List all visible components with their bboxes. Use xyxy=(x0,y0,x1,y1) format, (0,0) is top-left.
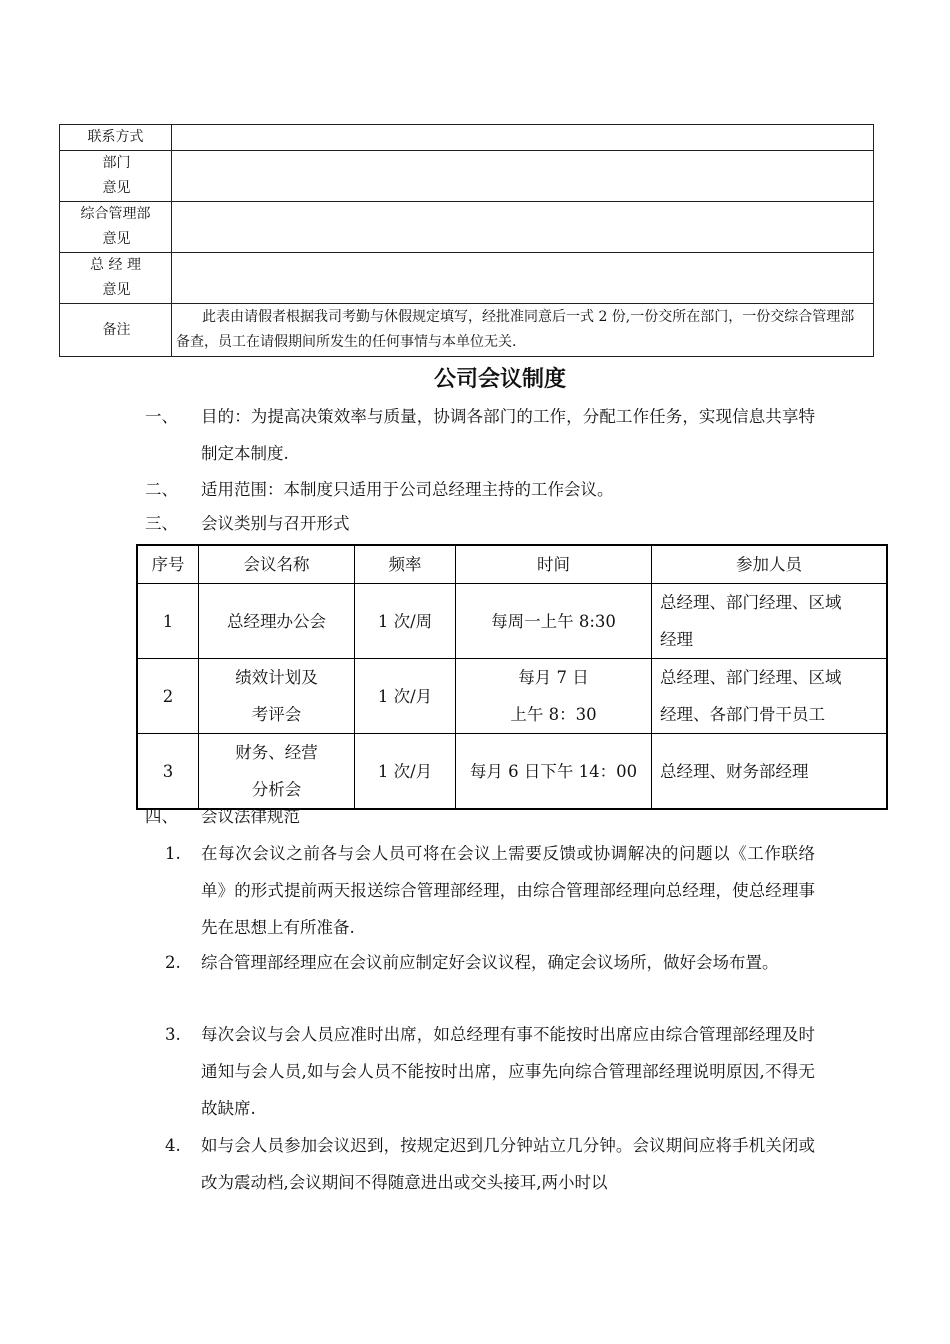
leave-form-table xyxy=(59,124,874,357)
table-row xyxy=(137,659,887,734)
form-label-line: 备注 xyxy=(102,321,131,338)
col-header-no: 序号 xyxy=(137,545,199,584)
form-label-remark xyxy=(60,304,172,357)
cell-people: 总经理、部门经理、区域 经理、各部门骨干员工 xyxy=(652,659,888,734)
table-header-row xyxy=(137,545,887,584)
table-row xyxy=(137,584,887,659)
form-label-line: 意见 xyxy=(102,180,131,196)
form-value-remark: 此表由请假者根据我司考勤与休假规定填写，经批准同意后一式 2 份,一份交所在部门，一份交综合管理部备查，员工在请假期间所发生的任何事情与本单位无关. xyxy=(172,304,874,357)
form-value-department[interactable] xyxy=(172,151,874,202)
cell-freq: 1 次/周 xyxy=(355,584,456,659)
cell-time: 每周一上午 8:30 xyxy=(456,584,652,659)
meeting-table xyxy=(136,544,888,810)
form-value-contact[interactable] xyxy=(172,125,874,151)
col-header-people: 参加人员 xyxy=(652,545,888,584)
col-header-freq: 频率 xyxy=(355,545,456,584)
form-value-general-manager[interactable] xyxy=(172,253,874,304)
form-label-department xyxy=(60,151,172,202)
col-header-name: 会议名称 xyxy=(199,545,355,584)
form-label-contact: 联系方式 xyxy=(60,125,172,151)
form-label-admin-dept: 综合管理部 意见 xyxy=(60,202,172,253)
cell-no: 2 xyxy=(137,659,199,734)
cell-name: 绩效计划及 考评会 xyxy=(199,659,355,734)
rule-item-2: 2. 综合管理部经理应在会议前应制定好会议议程，确定会议场所，做好会场布置。 xyxy=(165,953,779,972)
cell-freq: 1 次/月 xyxy=(355,734,456,810)
form-label-line: 部门 xyxy=(102,155,131,171)
rule-item-3: 3. 每次会议与会人员应准时出席，如总经理有事不能按时出席应由综合管理部经理及时通知与会人员,如与会人员不能按时出席，应事先向综合管理部经理说明原因,不得无故缺席. xyxy=(165,1025,815,1118)
rule-item-1: 1. 在每次会议之前各与会人员可将在会议上需要反馈或协调解决的问题以《工作联络单》的形式提前两天报送综合管理部经理，由综合管理部经理向总经理，使总经理事先在思想上有所准备. xyxy=(165,844,815,937)
section-1: 一、 目的：为提高决策效率与质量，协调各部门的工作，分配工作任务，实现信息共享特制定本制度. xyxy=(145,407,815,463)
col-header-time: 时间 xyxy=(456,545,652,584)
cell-people: 总经理、部门经理、区域 经理 xyxy=(652,584,888,659)
rule-item-4: 4. 如与会人员参加会议迟到，按规定迟到几分钟站立几分钟。会议期间应将手机关闭或改为震动档,会议期间不得随意进出或交头接耳,两小时以 xyxy=(165,1136,815,1192)
form-label-general-manager: 总 经 理 意见 xyxy=(60,253,172,304)
page-title: 公司会议制度 xyxy=(433,367,566,392)
section-4: 四、 会议法律规范 xyxy=(145,807,300,826)
cell-name: 总经理办公会 xyxy=(199,584,355,659)
cell-no: 3 xyxy=(137,734,199,810)
section-3: 三、 会议类别与召开形式 xyxy=(145,514,350,533)
cell-no: 1 xyxy=(137,584,199,659)
cell-people: 总经理、财务部经理 xyxy=(652,734,888,810)
form-label-line: 意见 xyxy=(102,282,131,298)
cell-time: 每月 7 日 上午 8：30 xyxy=(456,659,652,734)
form-value-admin-dept[interactable] xyxy=(172,202,874,253)
section-2: 二、 适用范围：本制度只适用于公司总经理主持的工作会议。 xyxy=(145,480,614,499)
form-label-line: 意见 xyxy=(102,231,131,247)
cell-time: 每月 6 日下午 14：00 xyxy=(456,734,652,810)
cell-name: 财务、经营 分析会 xyxy=(199,734,355,810)
cell-freq: 1 次/月 xyxy=(355,659,456,734)
